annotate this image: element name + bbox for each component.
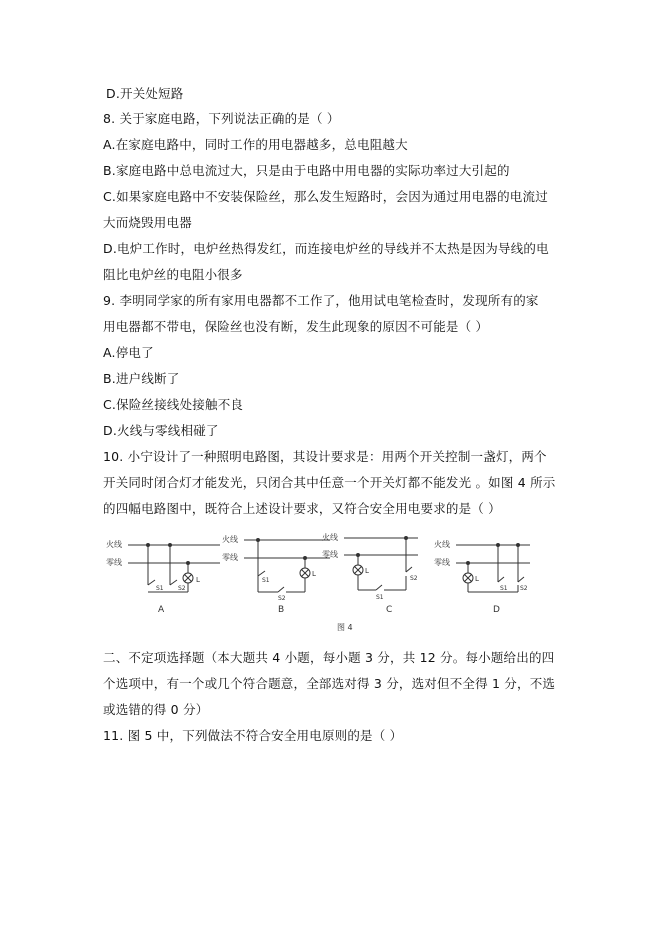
section2-heading-line2: 个选项中，有一个或几个符合题意，全部选对得 3 分，选对但不全得 1 分，不选 bbox=[103, 676, 556, 691]
circuit-a-lamp-label: L bbox=[196, 576, 200, 584]
figure-caption: 图 4 bbox=[337, 623, 353, 632]
q8-option-b: B.家庭电路中总电流过大，只是由于电路中用电器的实际功率过大引起的 bbox=[103, 163, 510, 178]
q8-option-a: A.在家庭电路中，同时工作的用电器越多，总电阻越大 bbox=[103, 137, 408, 152]
q9-option-c: C.保险丝接线处接触不良 bbox=[103, 397, 244, 412]
q8-option-d-line1: D.电炉工作时，电炉丝热得发红，而连接电炉丝的导线并不太热是因为导线的电 bbox=[103, 241, 549, 256]
circuit-b-lamp-label: L bbox=[312, 570, 316, 578]
circuit-a-s2-label: S2 bbox=[178, 585, 186, 592]
circuit-c-live-label: 火线 bbox=[322, 533, 338, 542]
section2-heading-line3: 或选错的得 0 分） bbox=[103, 702, 209, 717]
q8-option-c-line1: C.如果家庭电路中不安装保险丝，那么发生短路时，会因为通过用电器的电流过 bbox=[103, 189, 548, 204]
q8-option-c-line2: 大而烧毁用电器 bbox=[103, 215, 192, 230]
circuit-b-live-label: 火线 bbox=[222, 535, 238, 544]
circuit-a-s1-label: S1 bbox=[156, 585, 164, 592]
circuit-a-neutral-label: 零线 bbox=[106, 558, 122, 567]
circuit-b-label: B bbox=[278, 605, 285, 615]
q7-option-d: D.开关处短路 bbox=[106, 86, 184, 101]
circuit-c bbox=[322, 532, 418, 615]
circuit-d-label: D bbox=[493, 605, 500, 615]
circuit-d-s1-label: S1 bbox=[500, 585, 508, 592]
circuit-d-neutral-label: 零线 bbox=[434, 558, 450, 567]
circuit-c-lamp-label: L bbox=[365, 567, 369, 575]
q9-option-a: A.停电了 bbox=[103, 345, 154, 360]
q8-stem: 8. 关于家庭电路，下列说法正确的是（ ） bbox=[103, 111, 340, 126]
q9-stem-line2: 用电器都不带电，保险丝也没有断，发生此现象的原因不可能是（ ） bbox=[103, 319, 489, 334]
circuit-a-live-label: 火线 bbox=[106, 540, 122, 549]
circuit-d bbox=[434, 539, 530, 615]
circuit-d-s2-label: S2 bbox=[520, 585, 528, 592]
q8-option-d-line2: 阻比电炉丝的电阻小很多 bbox=[103, 267, 243, 282]
q10-stem-line2: 开关同时闭合灯才能发光，只闭合其中任意一个开关灯都不能发光 。如图 4 所示 bbox=[103, 475, 556, 490]
circuit-b-neutral-label: 零线 bbox=[222, 553, 238, 562]
circuit-a-label: A bbox=[158, 605, 165, 615]
q9-option-b: B.进户线断了 bbox=[103, 371, 180, 386]
circuit-b-s1-label: S1 bbox=[262, 577, 270, 584]
circuit-c-s1-label: S1 bbox=[376, 594, 384, 601]
circuit-d-lamp-label: L bbox=[475, 575, 479, 583]
section2-heading-line1: 二、不定项选择题（本大题共 4 小题，每小题 3 分，共 12 分。每小题给出的四 bbox=[103, 650, 555, 665]
figure-4-svg bbox=[100, 530, 560, 640]
circuit-c-s2-label: S2 bbox=[410, 575, 418, 582]
circuit-d-live-label: 火线 bbox=[434, 540, 450, 549]
circuit-c-neutral-label: 零线 bbox=[322, 550, 338, 559]
q10-stem-line1: 10. 小宁设计了一种照明电路图，其设计要求是：用两个开关控制一盏灯，两个 bbox=[103, 449, 547, 464]
circuit-b-s2-label: S2 bbox=[278, 595, 286, 602]
q10-stem-line3: 的四幅电路图中，既符合上述设计要求，又符合安全用电要求的是（ ） bbox=[103, 501, 501, 516]
q9-option-d: D.火线与零线相碰了 bbox=[103, 423, 219, 438]
figure-4-circuits bbox=[100, 530, 560, 640]
circuit-c-label: C bbox=[386, 605, 393, 615]
q9-stem-line1: 9. 李明同学家的所有家用电器都不工作了，他用试电笔检查时，发现所有的家 bbox=[103, 293, 539, 308]
circuit-a bbox=[106, 539, 220, 615]
q11-stem: 11. 图 5 中，下列做法不符合安全用电原则的是（ ） bbox=[103, 728, 403, 743]
circuit-b bbox=[222, 534, 330, 615]
